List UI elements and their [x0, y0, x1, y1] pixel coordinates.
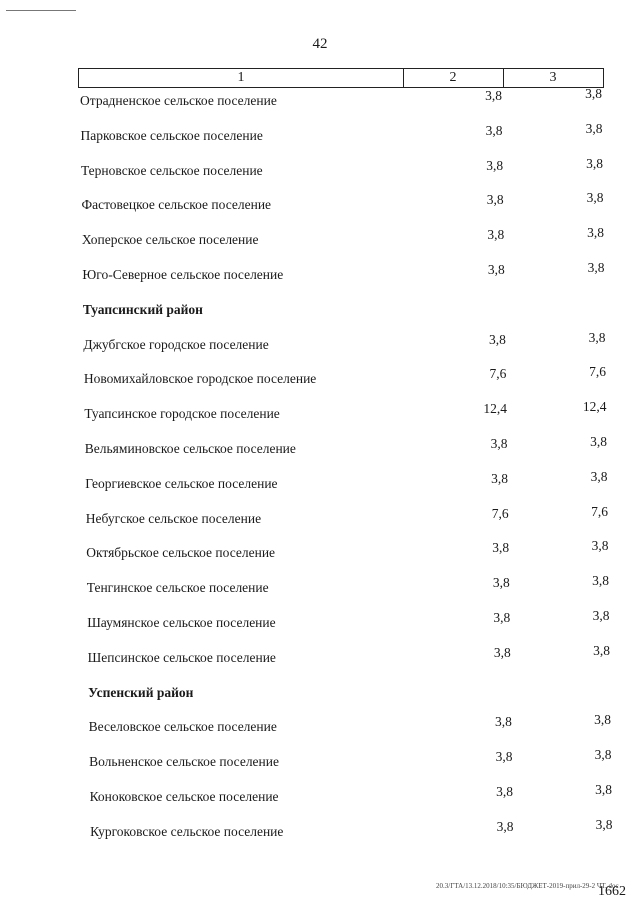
table-row: [0, 782, 640, 811]
value-col-2: 3,8: [485, 88, 502, 103]
value-col-2: 3,8: [488, 331, 506, 347]
table-row: [0, 712, 640, 741]
value-col-3: 3,8: [591, 538, 609, 554]
value-col-3: 7,6: [589, 364, 606, 380]
value-col-2: 3,8: [491, 470, 509, 486]
table-row: [0, 225, 640, 254]
value-col-3: 12,4: [582, 399, 607, 415]
settlement-name: Шаумянское сельское поселение: [87, 615, 276, 630]
table-row: [0, 86, 640, 115]
table-row: [0, 573, 640, 602]
value-col-2: 7,6: [491, 505, 509, 521]
value-col-3: 3,8: [587, 225, 604, 241]
settlement-name: Новомихайловское городское поселение: [83, 371, 317, 387]
settlement-name: Туапсинское городское поселение: [84, 406, 280, 422]
settlement-name: Октябрьское сельское поселение: [86, 545, 276, 561]
value-col-3: 3,8: [594, 747, 612, 763]
settlement-name: Веселовское сельское поселение: [88, 719, 277, 735]
value-col-3: 3,8: [594, 712, 611, 728]
settlement-name: Шепсинское сельское поселение: [87, 649, 276, 665]
settlement-name: Фастовецкое сельское поселение: [81, 197, 272, 213]
value-col-3: 3,8: [585, 86, 602, 101]
value-col-2: 7,6: [489, 366, 507, 382]
settlement-name: Джубгское городское поселение: [83, 336, 269, 352]
value-col-2: 3,8: [495, 714, 512, 730]
value-col-2: 3,8: [485, 122, 503, 138]
table-row: [0, 364, 640, 393]
value-col-2: 3,8: [486, 192, 504, 208]
settlement-name: Кургоковское сельское поселение: [90, 823, 284, 839]
value-col-3: 3,8: [590, 468, 608, 484]
value-col-3: 7,6: [591, 503, 608, 519]
section-heading: [0, 302, 640, 324]
value-col-2: 3,8: [493, 610, 511, 625]
settlement-name: Тенгинское сельское поселение: [86, 580, 269, 596]
table-row: [0, 329, 640, 359]
value-col-2: 3,8: [492, 540, 510, 556]
section-title: Успенский район: [88, 684, 194, 700]
table-row: [0, 260, 640, 289]
value-col-2: 3,8: [486, 157, 504, 173]
value-col-2: 3,8: [496, 818, 514, 834]
page-number: 42: [312, 36, 328, 52]
header-col-2: 2: [403, 69, 504, 87]
table-row: [0, 608, 640, 637]
value-col-2: 3,8: [495, 749, 513, 765]
value-col-3: 3,8: [588, 329, 606, 345]
value-col-2: 12,4: [483, 401, 507, 417]
footer-stamp: 20.3/ГТА/13.12.2018/10:35/БЮДЖЕТ-2019-прил-29-2 ЧТ. doc: [436, 882, 619, 890]
value-col-3: 3,8: [586, 190, 604, 206]
value-col-2: 3,8: [490, 436, 508, 451]
header-col-3: 3: [549, 70, 557, 85]
table-row: [0, 434, 640, 463]
settlement-name: Коноковское сельское поселение: [89, 789, 279, 804]
value-col-3: 3,8: [595, 816, 613, 832]
value-col-3: 3,8: [587, 260, 605, 275]
settlement-name: Юго-Северное сельское поселение: [82, 267, 284, 282]
table-row: [0, 642, 640, 672]
settlement-name: Вельяминовское сельское поселение: [84, 441, 296, 456]
table-row: [0, 503, 640, 533]
value-col-3: 3,8: [595, 782, 612, 797]
table-row: [0, 747, 640, 776]
value-col-3: 3,8: [590, 434, 607, 449]
table-row: [0, 468, 640, 498]
value-col-2: 3,8: [487, 262, 505, 277]
table-row: [0, 399, 640, 428]
table-row: [0, 816, 640, 846]
settlement-name: Вольненское сельское поселение: [89, 754, 279, 770]
value-col-3: 3,8: [586, 155, 603, 171]
value-col-2: 3,8: [487, 227, 505, 243]
settlement-name: Терновское сельское поселение: [80, 162, 263, 178]
section-heading: [0, 685, 640, 707]
table-row: [0, 538, 640, 567]
value-col-3: 3,8: [592, 608, 610, 623]
section-title: Туапсинский район: [82, 301, 203, 317]
value-col-3: 3,8: [585, 120, 603, 136]
settlement-name: Парковское сельское поселение: [80, 127, 263, 143]
settlement-name: Небугское сельское поселение: [85, 510, 262, 526]
table-row: [0, 155, 640, 185]
table-row: [0, 120, 640, 150]
header-col-1: 1: [79, 69, 404, 87]
footer-number: 1662: [598, 884, 626, 899]
value-col-2: 3,8: [492, 575, 510, 591]
settlement-name: Хоперское сельское поселение: [81, 232, 259, 248]
value-col-3: 3,8: [593, 642, 610, 658]
value-col-2: 3,8: [496, 784, 513, 799]
value-col-2: 3,8: [493, 644, 511, 660]
settlement-name: Отрадненское сельское поселение: [80, 93, 277, 108]
settlement-name: Георгиевское сельское поселение: [85, 475, 278, 491]
table-row: [0, 190, 640, 219]
value-col-3: 3,8: [592, 573, 609, 589]
